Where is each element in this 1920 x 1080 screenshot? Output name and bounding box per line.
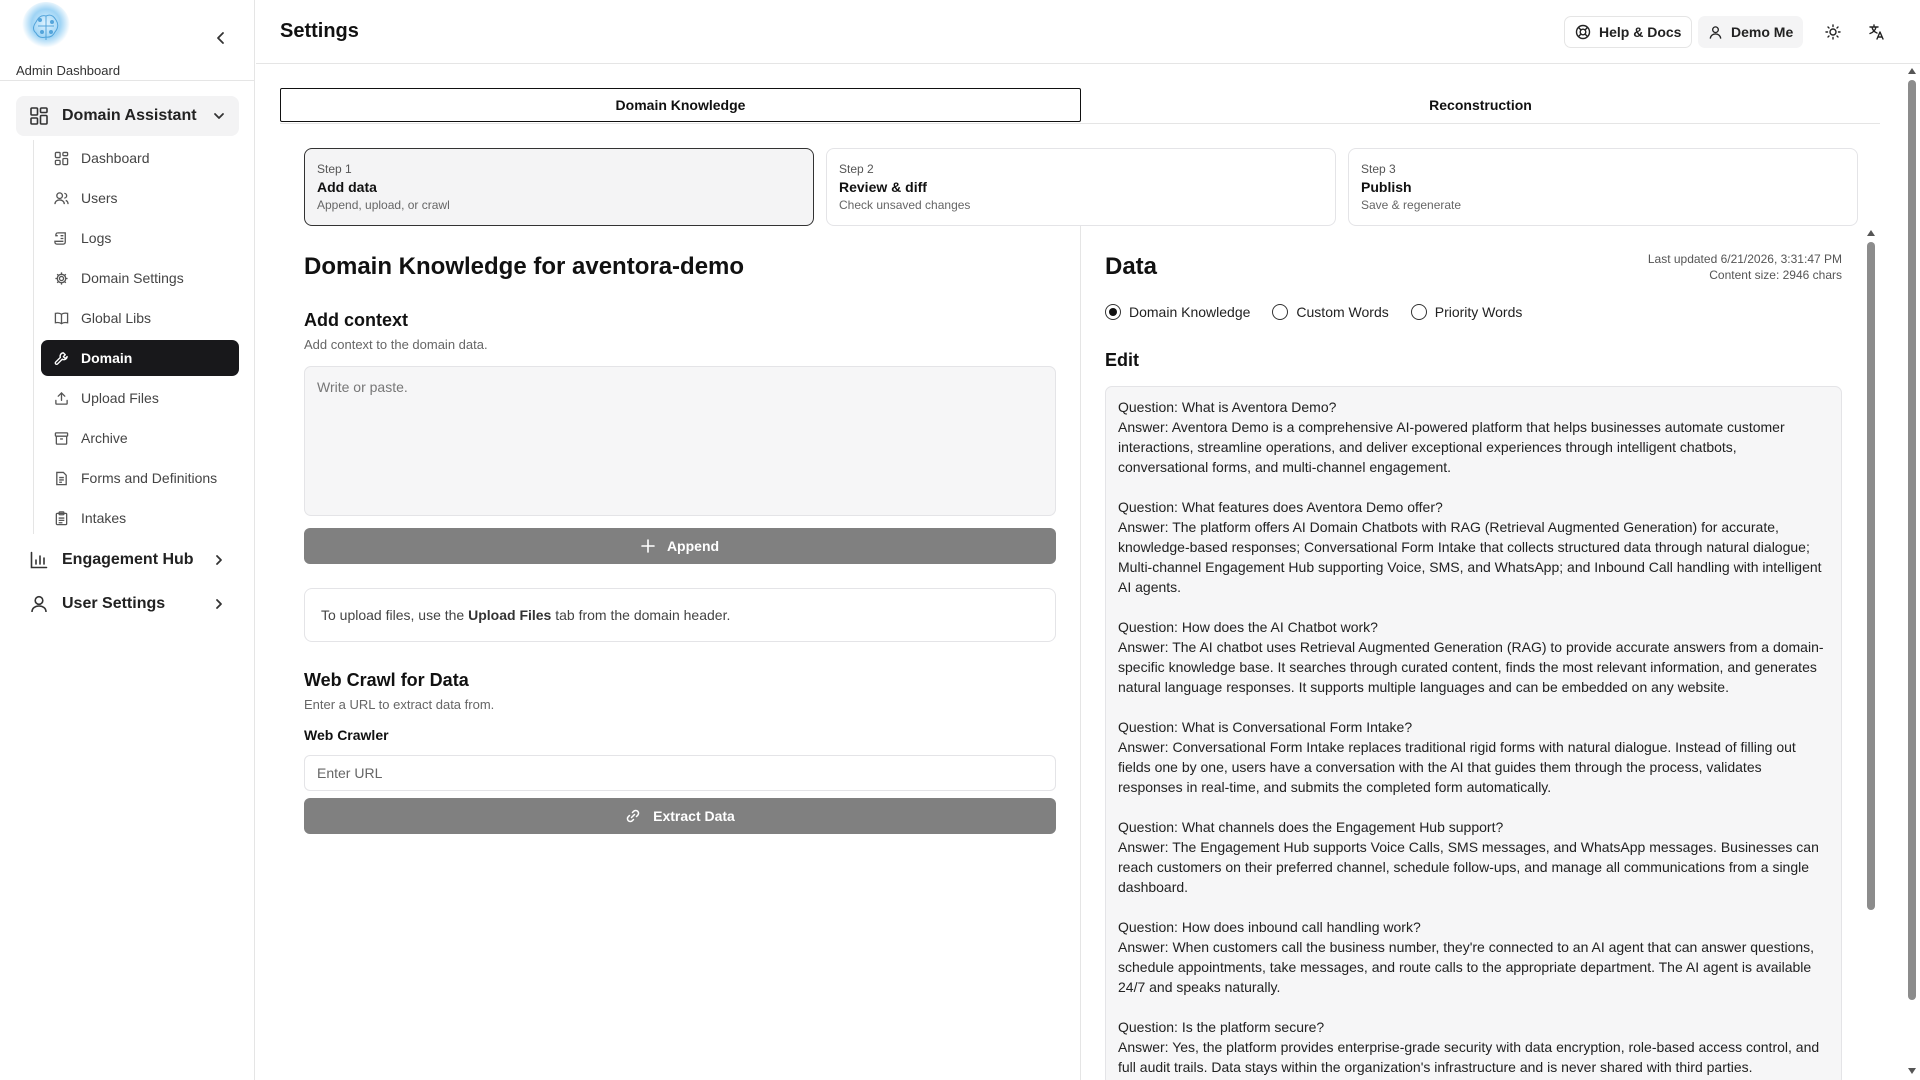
answer-text: Answer: Conversational Form Intake replaces traditional rigid forms with natural dialogue. Instead of filling out fields one by one, users have a conversation with the AI that guides them through the process, validates responses in real-time, and submits the completed form automatically. <box>1118 739 1796 795</box>
sidebar-item-intakes[interactable] <box>41 500 239 536</box>
edit-label: Edit <box>1105 350 1139 370</box>
dashboard-grid-icon <box>28 105 50 127</box>
extract-data-label: Extract Data <box>653 808 735 824</box>
lifebuoy-icon <box>1575 24 1591 40</box>
domain-knowledge-title: Domain Knowledge for aventora-demo <box>304 253 745 280</box>
panel-scroll-up-arrow[interactable] <box>1867 230 1875 236</box>
bar-chart-icon <box>28 549 50 571</box>
page-scroll-down-arrow[interactable] <box>1908 1068 1916 1074</box>
translate-icon <box>1868 23 1886 41</box>
wrench-icon <box>53 350 69 366</box>
nav-group-label: Domain Assistant <box>62 107 197 124</box>
upload-info-text-end: tab from the domain header. <box>555 607 731 623</box>
plus-icon <box>641 539 655 553</box>
language-button[interactable] <box>1865 20 1889 44</box>
question-text: Question: What is Conversational Form Intake? <box>1118 719 1413 735</box>
answer-text: Answer: When customers call the business number, they're connected to an AI agent that can answer questions, schedule appointments, take messages, and route calls to the appropriate department. The AI agent is available 24/7 and speaks naturally. <box>1118 939 1815 995</box>
sidebar-item-logs[interactable] <box>41 220 239 256</box>
qa-entry <box>1118 817 1829 897</box>
sidebar <box>0 0 255 1080</box>
answer-text: Answer: The Engagement Hub supports Voice Calls, SMS messages, and WhatsApp messages. Businesses can reach customers on their preferred channel, schedule follow-ups, and manage all communications from a single dashboard. <box>1118 839 1819 895</box>
answer-text: Answer: The platform offers AI Domain Chatbots with RAG (Retrieval Augmented Generation) for accurate, knowledge-based responses; Conversational Form Intake that collects structured data through natural dialogue; Multi-channel Engagement Hub supporting Voice, SMS, and WhatsApp; and Inbound Call handling with intelligent AI agents. <box>1118 519 1822 595</box>
user-icon <box>53 190 69 206</box>
radio-circle <box>1411 304 1427 320</box>
radio-label: Domain Knowledge <box>1129 304 1251 320</box>
clipboard-icon <box>53 510 69 526</box>
question-text: Question: What features does Aventora Demo offer? <box>1118 499 1443 515</box>
sidebar-item-label: Logs <box>81 230 112 246</box>
answer-text: Answer: Yes, the platform provides enterprise-grade security with data encryption, role-based access control, and full audit trails. Data stays within the organization's infrastructure and is never shared with third parties. <box>1118 1039 1820 1075</box>
web-crawl-title: Web Crawl for Data <box>304 670 469 690</box>
step-add-data[interactable] <box>304 148 814 226</box>
theme-toggle-button[interactable] <box>1821 20 1845 44</box>
upload-info-text: To upload files, use the <box>321 607 465 623</box>
chevron-left-icon <box>214 31 228 45</box>
extract-data-button[interactable] <box>304 798 1056 834</box>
append-label: Append <box>666 538 720 554</box>
logo[interactable] <box>18 0 74 56</box>
web-crawler-label: Web Crawler <box>304 727 389 743</box>
sidebar-item-upload-files[interactable] <box>41 380 239 416</box>
url-input[interactable] <box>304 755 1056 791</box>
help-docs-button[interactable] <box>1564 16 1692 48</box>
radio-circle-selected <box>1105 304 1121 320</box>
sidebar-item-domain[interactable] <box>41 340 239 376</box>
nav-group-label: Engagement Hub <box>62 551 194 568</box>
user-icon <box>28 593 50 615</box>
tab-bar <box>280 88 1880 124</box>
tab-domain-knowledge[interactable]: Domain Knowledge <box>280 88 1081 122</box>
radio-label: Custom Words <box>1296 304 1389 320</box>
qa-entry <box>1118 497 1829 597</box>
add-context-subtitle: Add context to the domain data. <box>304 337 488 352</box>
logo-label: Admin Dashboard <box>16 63 121 78</box>
nav-group-engagement-hub[interactable] <box>16 540 239 580</box>
sidebar-item-users[interactable] <box>41 180 239 216</box>
domain-data-editor[interactable] <box>1105 386 1842 1080</box>
step-title: Add data <box>317 179 377 195</box>
qa-entry <box>1118 617 1829 697</box>
gear-icon <box>53 270 69 286</box>
chevron-down-icon <box>207 104 231 128</box>
chevron-right-icon <box>207 592 231 616</box>
step-review-diff[interactable] <box>826 148 1336 226</box>
sidebar-item-label: Forms and Definitions <box>81 470 218 486</box>
top-header <box>256 0 1920 64</box>
panel-divider <box>1080 226 1081 1080</box>
page-title: Settings <box>280 20 359 42</box>
sidebar-item-label: Archive <box>81 430 128 446</box>
help-docs-label: Help & Docs <box>1599 24 1682 40</box>
book-icon <box>53 310 69 326</box>
grid-icon <box>53 150 69 166</box>
step-number: Step 3 <box>1361 162 1396 176</box>
sidebar-item-label: Dashboard <box>81 150 150 166</box>
radio-label: Priority Words <box>1434 304 1523 320</box>
panel-scrollbar-thumb[interactable] <box>1867 242 1875 910</box>
add-context-title: Add context <box>304 310 409 330</box>
step-subtitle: Save & regenerate <box>1361 198 1462 212</box>
tab-reconstruction[interactable]: Reconstruction <box>1429 97 1532 113</box>
context-textarea[interactable] <box>304 366 1056 516</box>
last-updated: Last updated 6/21/2026, 3:31:47 PM <box>1647 252 1842 266</box>
step-title: Review & diff <box>839 179 927 195</box>
step-subtitle: Check unsaved changes <box>839 198 971 212</box>
content-size: Content size: 2946 chars <box>1709 268 1842 282</box>
step-title: Publish <box>1361 179 1412 195</box>
step-number: Step 1 <box>317 162 352 176</box>
answer-text: Answer: Aventora Demo is a comprehensive AI-powered platform that helps businesses automate customer interactions, streamline operations, and deliver exceptional experiences through intelligent chatbots, conversational forms, and multi-channel engagement. <box>1118 419 1785 475</box>
sidebar-item-label: Domain <box>81 350 133 366</box>
sidebar-divider <box>0 80 255 81</box>
sidebar-item-archive[interactable] <box>41 420 239 456</box>
sidebar-item-global-libs[interactable] <box>41 300 239 336</box>
nav-group-user-settings[interactable] <box>16 584 239 624</box>
question-text: Question: What is Aventora Demo? <box>1118 399 1337 415</box>
step-publish[interactable] <box>1348 148 1858 226</box>
step-number: Step 2 <box>839 162 874 176</box>
sidebar-item-domain-settings[interactable] <box>41 260 239 296</box>
page-scroll-up-arrow[interactable] <box>1908 68 1916 74</box>
question-text: Question: How does the AI Chatbot work? <box>1118 619 1378 635</box>
radio-domain-knowledge[interactable] <box>1105 304 1250 320</box>
data-title: Data <box>1105 253 1158 280</box>
upload-info-box <box>304 588 1056 642</box>
qa-entry <box>1118 917 1829 997</box>
sun-icon <box>1825 24 1841 40</box>
user-icon <box>1708 25 1723 40</box>
web-crawl-subtitle: Enter a URL to extract data from. <box>304 697 495 712</box>
chevron-right-icon <box>207 548 231 572</box>
sidebar-item-forms-and-definitions[interactable] <box>41 460 239 496</box>
document-icon <box>53 470 69 486</box>
qa-entry <box>1118 397 1829 477</box>
collapse-sidebar-button[interactable] <box>209 26 233 50</box>
archive-icon <box>53 430 69 446</box>
data-type-radio-group <box>1105 304 1522 320</box>
question-text: Question: Is the platform secure? <box>1118 1019 1325 1035</box>
scroll-icon <box>53 230 69 246</box>
user-menu-button[interactable] <box>1698 16 1803 48</box>
page-scrollbar-thumb[interactable] <box>1908 80 1916 1000</box>
qa-entry <box>1118 1017 1829 1077</box>
upload-files-link-text: Upload Files <box>468 607 552 623</box>
link-icon <box>625 808 641 824</box>
question-text: Question: How does inbound call handling work? <box>1118 919 1421 935</box>
nav-group-domain-assistant[interactable] <box>16 96 239 136</box>
brain-logo-icon <box>18 0 74 56</box>
sidebar-item-dashboard[interactable] <box>41 140 239 176</box>
nav-tree-line <box>33 140 34 534</box>
sidebar-item-label: Intakes <box>81 510 127 526</box>
append-button[interactable] <box>304 528 1056 564</box>
question-text: Question: What channels does the Engagement Hub support? <box>1118 819 1504 835</box>
sidebar-item-label: Users <box>81 190 118 206</box>
radio-custom-words[interactable] <box>1272 304 1388 320</box>
user-name-label: Demo Me <box>1731 24 1794 40</box>
answer-text: Answer: The AI chatbot uses Retrieval Augmented Generation (RAG) to provide accurate answers from a domain-specific knowledge base. It searches through curated content, finds the most relevant information, and generates natural language responses. It supports multiple languages and can be embedded on any website. <box>1118 639 1824 695</box>
data-meta <box>1648 251 1842 283</box>
radio-priority-words[interactable] <box>1411 304 1523 320</box>
sidebar-item-label: Global Libs <box>81 310 152 326</box>
radio-circle <box>1272 304 1288 320</box>
step-subtitle: Append, upload, or crawl <box>317 198 450 212</box>
qa-entry <box>1118 717 1829 797</box>
sidebar-item-label: Domain Settings <box>81 270 184 286</box>
nav-group-label: User Settings <box>62 595 166 612</box>
sidebar-item-label: Upload Files <box>81 390 159 406</box>
upload-icon <box>53 390 69 406</box>
